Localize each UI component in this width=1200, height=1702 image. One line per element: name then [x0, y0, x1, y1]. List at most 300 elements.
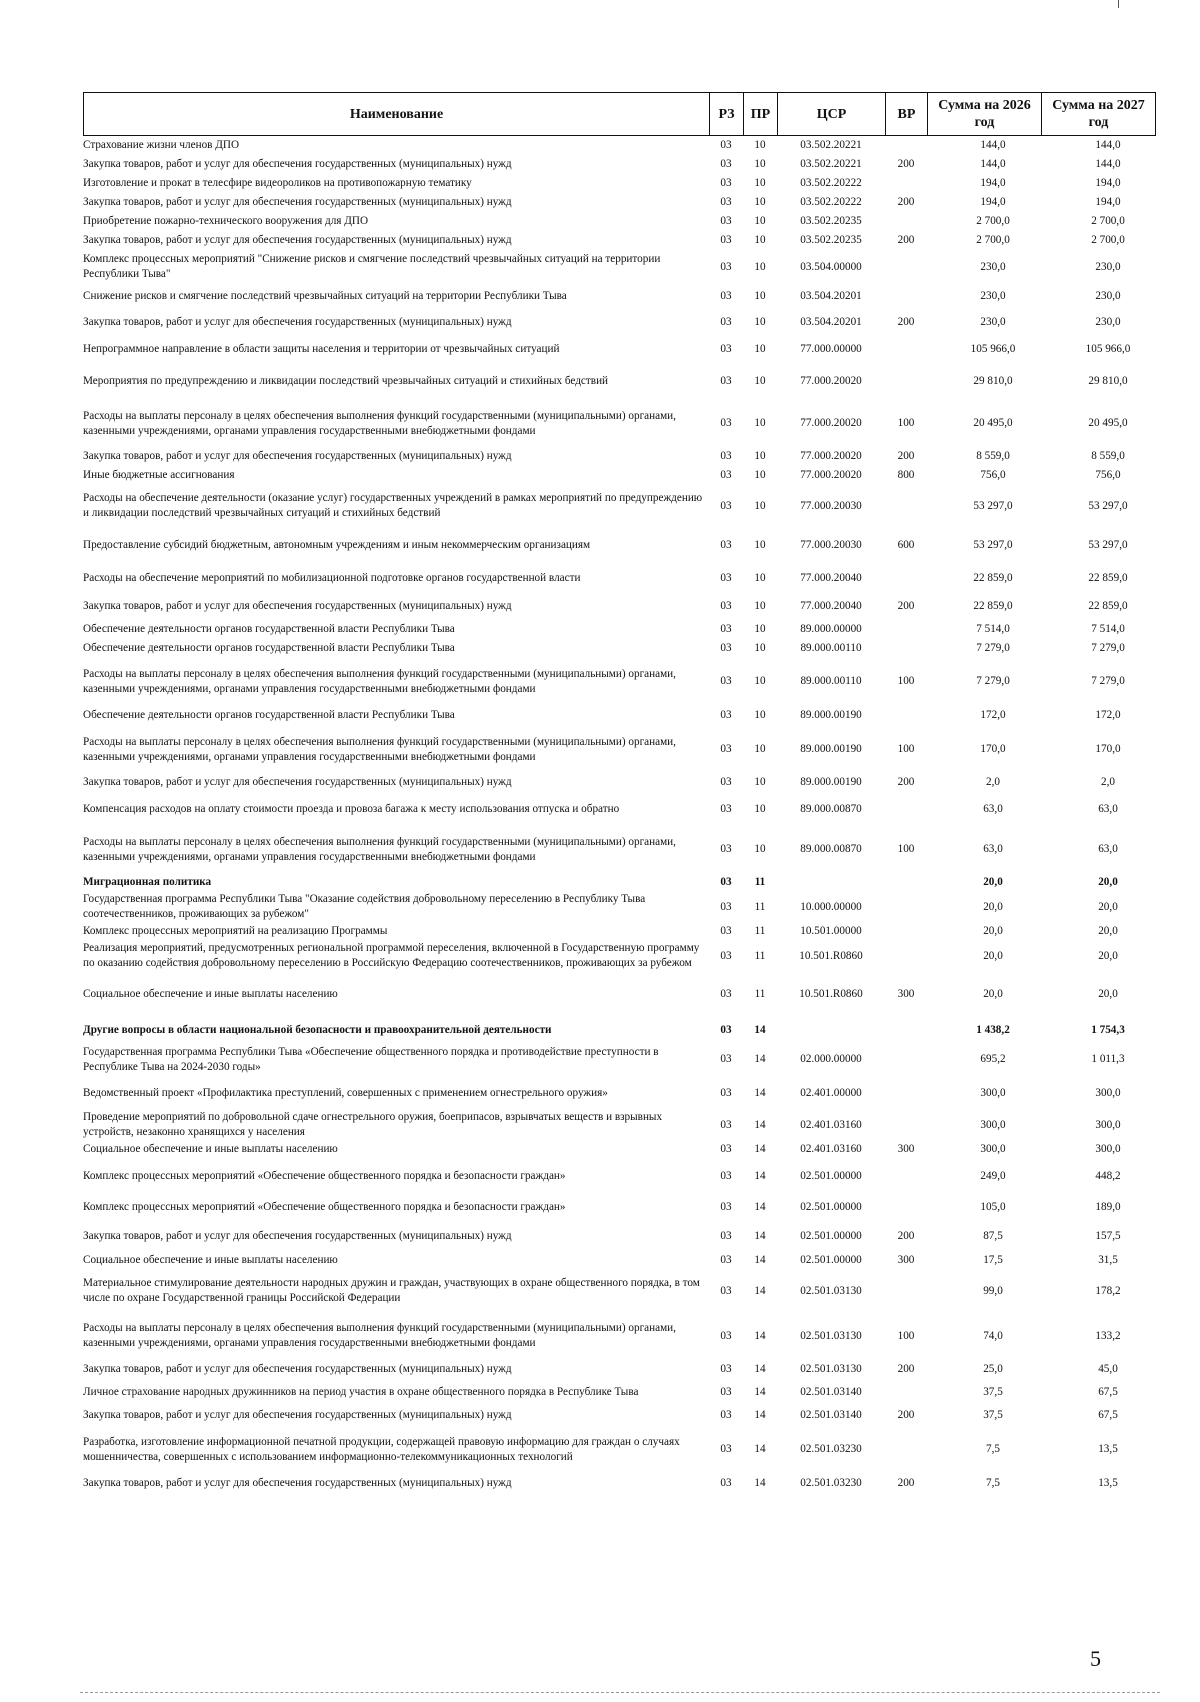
cell-csr: 03.504.20201 — [800, 290, 862, 302]
cell-sum-2027: 53 297,0 — [1088, 499, 1128, 512]
cell-csr: 02.000.00000 — [800, 1053, 862, 1065]
cell-vr: 100 — [897, 1329, 915, 1342]
cell-name: Закупка товаров, работ и услуг для обеспечения государственных (муниципальных) нужд — [83, 776, 512, 788]
table-row — [83, 527, 1155, 564]
table-row — [83, 1474, 1155, 1493]
cell-pr: 10 — [754, 469, 766, 481]
cell-name: Миграционная политика — [83, 876, 212, 888]
cell-sum-2026: 63,0 — [983, 843, 1003, 855]
cell-rz: 03 — [720, 499, 732, 512]
cell-pr: 10 — [754, 215, 766, 227]
cell-sum-2027: 22 859,0 — [1088, 600, 1128, 612]
cell-sum-2027: 448,2 — [1095, 1169, 1121, 1182]
cell-vr: 200 — [897, 1363, 915, 1375]
cell-sum-2027: 7 514,0 — [1091, 623, 1125, 635]
cell-vr — [885, 336, 927, 363]
cell-sum-2026: 20,0 — [983, 925, 1003, 937]
cell-rz: 03 — [720, 1329, 732, 1342]
cell-vr — [885, 1043, 927, 1076]
cell-name: Расходы на обеспечение мероприятий по мобилизационной подготовке органов государственной власти — [83, 572, 581, 584]
cell-vr: 300 — [897, 988, 915, 1000]
table-row — [83, 658, 1155, 705]
table-row — [83, 1251, 1155, 1270]
cell-vr: 200 — [897, 316, 915, 328]
cell-vr: 200 — [897, 776, 915, 788]
table-row — [83, 892, 1155, 922]
cell-vr: 600 — [897, 539, 915, 551]
cell-sum-2026: 7 279,0 — [976, 675, 1010, 687]
cell-rz: 03 — [720, 1477, 732, 1489]
cell-csr: 10.000.00000 — [800, 900, 862, 913]
cell-pr: 14 — [754, 1086, 766, 1099]
cell-name: Государственная программа Республики Тыва "Оказание содействия добровольному переселению в Республику Тыва соотечественников, проживающих за рубежом" — [83, 893, 646, 920]
cell-csr: 03.502.20222 — [800, 196, 862, 208]
cell-sum-2026: 53 297,0 — [973, 539, 1013, 551]
cell-name: Закупка товаров, работ и услуг для обеспечения государственных (муниципальных) нужд — [83, 1409, 512, 1421]
cell-sum-2027: 8 559,0 — [1091, 450, 1125, 462]
cell-vr — [885, 363, 927, 400]
cell-sum-2027: 300,0 — [1095, 1118, 1121, 1131]
cell-sum-2026: 17,5 — [983, 1254, 1003, 1266]
table-row — [83, 1379, 1155, 1406]
cell-csr: 10.501.R0860 — [799, 988, 863, 1000]
cell-sum-2026: 2 700,0 — [976, 234, 1010, 246]
cell-rz: 03 — [720, 925, 732, 937]
cell-name: Личное страхование народных дружинников на период участия в охране общественного порядка в Республике Тыва — [83, 1386, 639, 1398]
cell-vr: 800 — [897, 469, 915, 481]
cell-csr: 02.501.03230 — [800, 1443, 862, 1455]
cell-pr: 14 — [754, 1143, 766, 1155]
cell-csr: 03.502.20221 — [800, 158, 862, 170]
cell-rz: 03 — [720, 1086, 732, 1099]
cell-name: Снижение рисков и смягчение последствий чрезвычайных ситуаций на территории Республики Тыва — [83, 290, 567, 302]
cell-sum-2027: 194,0 — [1095, 196, 1121, 208]
cell-sum-2026: 300,0 — [980, 1143, 1006, 1155]
cell-sum-2026: 300,0 — [980, 1086, 1006, 1099]
cell-rz: 03 — [720, 1443, 732, 1455]
cell-rz: 03 — [720, 158, 732, 170]
cell-sum-2027: 67,5 — [1098, 1386, 1118, 1398]
table-row — [83, 922, 1155, 941]
cell-csr: 77.000.20040 — [800, 600, 862, 612]
cell-rz: 03 — [720, 469, 732, 481]
table-row — [83, 1193, 1155, 1222]
scan-mark — [1118, 0, 1119, 8]
cell-sum-2027: 189,0 — [1095, 1201, 1121, 1213]
cell-name: Приобретение пожарно-технического вооружения для ДПО — [83, 215, 369, 227]
cell-csr: 77.000.20030 — [800, 499, 862, 512]
cell-pr: 10 — [754, 802, 766, 815]
cell-vr — [885, 564, 927, 593]
cell-name: Социальное обеспечение и иные выплаты населению — [83, 1254, 338, 1266]
cell-name: Закупка товаров, работ и услуг для обеспечения государственных (муниципальных) нужд — [83, 1363, 512, 1375]
cell-rz: 03 — [720, 1386, 732, 1398]
header-rz: РЗ — [710, 93, 744, 136]
cell-vr — [885, 892, 927, 922]
cell-sum-2027: 2 700,0 — [1091, 234, 1125, 246]
cell-rz: 03 — [720, 234, 732, 246]
cell-csr: 03.502.20221 — [800, 139, 862, 151]
cell-pr: 10 — [754, 177, 766, 189]
table-row — [83, 447, 1155, 466]
cell-rz: 03 — [720, 843, 732, 855]
cell-vr: 200 — [897, 158, 915, 170]
cell-csr — [777, 873, 885, 892]
cell-pr: 10 — [754, 600, 766, 612]
cell-pr: 14 — [754, 1477, 766, 1489]
cell-csr: 02.501.03130 — [800, 1363, 862, 1375]
cell-sum-2026: 87,5 — [983, 1230, 1003, 1242]
cell-vr — [885, 1076, 927, 1110]
cell-pr: 10 — [754, 450, 766, 462]
cell-vr: 100 — [897, 417, 915, 429]
cell-sum-2026: 2,0 — [986, 776, 1000, 788]
cell-pr: 10 — [754, 234, 766, 246]
cell-sum-2027: 756,0 — [1095, 469, 1121, 481]
cell-sum-2026: 99,0 — [983, 1284, 1003, 1297]
cell-name: Государственная программа Республики Тыва «Обеспечение общественного порядка и противодействие преступности в Республике Тыва на 2024-2030 годы» — [83, 1045, 659, 1073]
cell-sum-2026: 37,5 — [983, 1409, 1003, 1421]
cell-name: Закупка товаров, работ и услуг для обеспечения государственных (муниципальных) нужд — [83, 158, 512, 170]
cell-sum-2026: 230,0 — [980, 260, 1006, 273]
cell-name: Закупка товаров, работ и услуг для обеспечения государственных (муниципальных) нужд — [83, 234, 512, 246]
header-csr: ЦСР — [778, 93, 886, 136]
cell-rz: 03 — [720, 139, 732, 151]
cell-pr: 10 — [754, 499, 766, 512]
cell-name: Разработка, изготовление информационной печатной продукции, содержащей правовую информацию для граждан о случаях мошенничества, совершенных с использованием информационно-телекоммуникационных технологий — [83, 1435, 680, 1463]
cell-pr: 11 — [754, 949, 766, 962]
cell-name: Социальное обеспечение и иные выплаты населению — [83, 988, 338, 1000]
cell-name: Расходы на выплаты персоналу в целях обеспечения выполнения функций государственными (муниципальными) органами, казенными учреждениями, органами управления государственными внебюджетными фондами — [83, 735, 676, 763]
table-row — [83, 1425, 1155, 1474]
cell-name: Комплекс процессных мероприятий на реализацию Программы — [83, 925, 388, 937]
cell-sum-2026: 22 859,0 — [973, 572, 1013, 584]
cell-pr: 10 — [754, 316, 766, 328]
cell-sum-2026: 230,0 — [980, 290, 1006, 302]
cell-sum-2027: 144,0 — [1095, 158, 1121, 170]
cell-sum-2026: 300,0 — [980, 1118, 1006, 1131]
cell-name: Предоставление субсидий бюджетным, автономным учреждениям и иным некоммерческим организациям — [83, 539, 591, 551]
cell-rz: 03 — [720, 600, 732, 612]
cell-csr: 02.501.00000 — [800, 1201, 862, 1213]
cell-pr: 10 — [754, 642, 766, 654]
table-row — [83, 284, 1155, 309]
cell-pr: 14 — [754, 1443, 766, 1455]
cell-csr: 02.501.00000 — [800, 1230, 862, 1242]
cell-pr: 10 — [754, 843, 766, 855]
cell-vr — [885, 1193, 927, 1222]
table-row — [83, 212, 1155, 231]
table-row — [83, 773, 1155, 792]
cell-sum-2026: 37,5 — [983, 1386, 1003, 1398]
cell-name: Комплекс процессных мероприятий «Обеспечение общественного порядка и безопасности граждан» — [83, 1169, 566, 1182]
header-pr: ПР — [744, 93, 778, 136]
cell-rz: 03 — [720, 1409, 732, 1421]
cell-sum-2026: 63,0 — [983, 802, 1003, 815]
cell-sum-2027: 20,0 — [1098, 876, 1118, 888]
cell-name: Ведомственный проект «Профилактика преступлений, совершенных с применением огнестрельного оружия» — [83, 1086, 608, 1099]
cell-sum-2027: 29 810,0 — [1088, 375, 1128, 387]
cell-rz: 03 — [720, 776, 732, 788]
cell-sum-2027: 300,0 — [1095, 1086, 1121, 1099]
table-row — [83, 971, 1155, 1018]
cell-sum-2027: 133,2 — [1095, 1329, 1121, 1342]
cell-rz: 03 — [720, 290, 732, 302]
cell-pr: 10 — [754, 709, 766, 721]
cell-pr: 10 — [754, 539, 766, 551]
cell-name: Непрограммное направление в области защиты населения и территории от чрезвычайных ситуаций — [83, 343, 560, 355]
cell-rz: 03 — [720, 1230, 732, 1242]
cell-rz: 03 — [720, 375, 732, 387]
cell-pr: 14 — [754, 1169, 766, 1182]
cell-sum-2026: 7 279,0 — [976, 642, 1010, 654]
header-sum-2027: Сумма на 2027 год — [1042, 93, 1156, 136]
table-row — [83, 620, 1155, 639]
table-row — [83, 155, 1155, 174]
cell-name: Расходы на выплаты персоналу в целях обеспечения выполнения функций государственными (муниципальными) органами, казенными учреждениями, органами управления государственными внебюджетными фондами — [83, 1322, 676, 1349]
table-header — [83, 92, 1156, 136]
cell-sum-2027: 53 297,0 — [1088, 539, 1128, 551]
cell-sum-2027: 230,0 — [1095, 260, 1121, 273]
cell-pr: 10 — [754, 290, 766, 302]
cell-csr: 89.000.00190 — [800, 709, 862, 721]
cell-sum-2026: 20,0 — [983, 949, 1003, 962]
cell-sum-2027: 1 011,3 — [1091, 1053, 1125, 1065]
cell-sum-2027: 45,0 — [1098, 1363, 1118, 1375]
cell-sum-2026: 20,0 — [983, 876, 1003, 888]
table-row — [83, 231, 1155, 250]
cell-pr: 11 — [754, 900, 766, 913]
cell-pr: 14 — [754, 1329, 766, 1342]
cell-pr: 14 — [754, 1230, 766, 1242]
cell-csr: 02.401.03160 — [800, 1143, 862, 1155]
table-row — [83, 1076, 1155, 1110]
cell-sum-2027: 194,0 — [1095, 177, 1121, 189]
cell-vr — [885, 941, 927, 971]
cell-name: Расходы на обеспечение деятельности (оказание услуг) государственных учреждений в рамках мероприятий по предупреждению и ликвидации последствий чрезвычайных ситуаций и стихийных бедствий — [83, 492, 703, 519]
cell-name: Закупка товаров, работ и услуг для обеспечения государственных (муниципальных) нужд — [83, 1230, 512, 1242]
table-row — [83, 363, 1155, 400]
cell-csr: 02.501.03140 — [800, 1386, 862, 1398]
cell-vr — [885, 620, 927, 639]
cell-csr: 77.000.20040 — [800, 572, 862, 584]
cell-vr: 200 — [897, 450, 915, 462]
table-row — [83, 705, 1155, 726]
cell-csr: 02.501.00000 — [800, 1254, 862, 1266]
cell-vr — [885, 1110, 927, 1140]
cell-csr: 03.502.20235 — [800, 234, 862, 246]
cell-sum-2026: 105,0 — [980, 1201, 1006, 1213]
cell-csr: 02.501.03130 — [800, 1284, 862, 1297]
cell-rz: 03 — [720, 988, 732, 1000]
cell-csr: 03.504.00000 — [800, 260, 862, 273]
cell-sum-2027: 2 700,0 — [1091, 215, 1125, 227]
cell-csr: 89.000.00190 — [800, 776, 862, 788]
cell-csr: 89.000.00870 — [800, 802, 862, 815]
cell-csr: 03.504.20201 — [800, 316, 862, 328]
cell-csr: 77.000.20020 — [800, 450, 862, 462]
cell-rz: 03 — [720, 215, 732, 227]
cell-csr: 10.501.R0860 — [799, 949, 863, 962]
cell-pr: 10 — [754, 139, 766, 151]
cell-sum-2027: 170,0 — [1095, 743, 1121, 755]
cell-csr: 02.401.03160 — [800, 1118, 862, 1131]
cell-rz: 03 — [720, 1143, 732, 1155]
cell-name: Реализация мероприятий, предусмотренных региональной программой переселения, включенной в Государственную программу по оказанию содействия добровольному переселению в Российскую Федерацию соотечественников, проживающих за рубежом — [83, 942, 700, 969]
cell-rz: 03 — [720, 675, 732, 687]
cell-rz: 03 — [720, 743, 732, 755]
cell-rz: 03 — [720, 949, 732, 962]
cell-sum-2026: 170,0 — [980, 743, 1006, 755]
cell-vr — [885, 705, 927, 726]
cell-pr: 14 — [754, 1284, 766, 1297]
cell-name: Иные бюджетные ассигнования — [83, 469, 235, 481]
cell-sum-2026: 230,0 — [980, 316, 1006, 328]
cell-sum-2026: 53 297,0 — [973, 499, 1013, 512]
cell-rz: 03 — [720, 876, 732, 888]
cell-sum-2027: 67,5 — [1098, 1409, 1118, 1421]
table-row — [83, 336, 1155, 363]
cell-rz: 03 — [720, 623, 732, 635]
table-row — [83, 1140, 1155, 1159]
cell-sum-2026: 194,0 — [980, 177, 1006, 189]
cell-sum-2026: 695,2 — [980, 1053, 1006, 1065]
table-row — [83, 639, 1155, 658]
cell-rz: 03 — [720, 1363, 732, 1375]
cell-pr: 14 — [754, 1254, 766, 1266]
cell-name: Другие вопросы в области национальной безопасности и правоохранительной деятельности — [83, 1024, 552, 1036]
table-row — [83, 1406, 1155, 1425]
cell-pr: 11 — [754, 988, 766, 1000]
cell-pr: 10 — [754, 375, 766, 387]
cell-vr — [885, 1270, 927, 1312]
cell-name: Закупка товаров, работ и услуг для обеспечения государственных (муниципальных) нужд — [83, 600, 512, 612]
cell-name: Закупка товаров, работ и услуг для обеспечения государственных (муниципальных) нужд — [83, 196, 512, 208]
header-vr: ВР — [886, 93, 928, 136]
cell-sum-2026: 105 966,0 — [970, 343, 1016, 355]
cell-csr: 89.000.00190 — [800, 743, 862, 755]
cell-csr: 89.000.00870 — [800, 843, 862, 855]
cell-sum-2026: 194,0 — [980, 196, 1006, 208]
cell-rz: 03 — [720, 1201, 732, 1213]
cell-vr: 100 — [897, 843, 915, 855]
cell-pr: 14 — [754, 1053, 766, 1065]
cell-sum-2027: 63,0 — [1098, 843, 1118, 855]
table-row — [83, 564, 1155, 593]
cell-sum-2026: 172,0 — [980, 709, 1006, 721]
cell-rz: 03 — [720, 1118, 732, 1131]
cell-name: Закупка товаров, работ и услуг для обеспечения государственных (муниципальных) нужд — [83, 450, 512, 462]
cell-sum-2026: 249,0 — [980, 1169, 1006, 1182]
table-row — [83, 400, 1155, 447]
cell-vr — [885, 639, 927, 658]
cell-rz: 03 — [720, 1284, 732, 1297]
cell-name: Компенсация расходов на оплату стоимости проезда и провоза багажа к месту использования отпуска и обратно — [83, 802, 620, 815]
cell-vr — [885, 485, 927, 527]
table-row — [83, 250, 1155, 284]
cell-sum-2026: 20 495,0 — [973, 417, 1013, 429]
table-row — [83, 826, 1155, 873]
cell-sum-2026: 144,0 — [980, 158, 1006, 170]
cell-csr: 02.401.00000 — [800, 1086, 862, 1099]
cell-sum-2027: 22 859,0 — [1088, 572, 1128, 584]
table-row — [83, 593, 1155, 620]
table-row — [83, 1043, 1155, 1076]
cell-sum-2027: 7 279,0 — [1091, 675, 1125, 687]
cell-csr: 77.000.20020 — [800, 417, 862, 429]
cell-csr: 89.000.00000 — [800, 623, 862, 635]
cell-vr — [885, 873, 927, 892]
table-row — [83, 174, 1155, 193]
cell-csr: 77.000.20020 — [800, 375, 862, 387]
cell-pr: 14 — [754, 1363, 766, 1375]
cell-sum-2027: 20,0 — [1098, 988, 1118, 1000]
cell-rz: 03 — [720, 900, 732, 913]
page-number: 5 — [1090, 1646, 1101, 1671]
cell-pr: 11 — [754, 876, 766, 888]
cell-sum-2027: 105 966,0 — [1085, 343, 1131, 355]
cell-sum-2027: 7 279,0 — [1091, 642, 1125, 654]
cell-sum-2027: 20,0 — [1098, 949, 1118, 962]
cell-sum-2027: 20,0 — [1098, 925, 1118, 937]
table-row — [83, 941, 1155, 971]
cell-name: Расходы на выплаты персоналу в целях обеспечения выполнения функций государственными (муниципальными) органами, казенными учреждениями, органами управления государственными внебюджетными фондами — [83, 667, 676, 695]
cell-name: Изготовление и прокат в телесфире видеороликов на противопожарную тематику — [83, 177, 472, 189]
cell-csr: 03.502.20235 — [800, 215, 862, 227]
table-row — [83, 1159, 1155, 1193]
cell-pr: 14 — [754, 1024, 766, 1036]
cell-rz: 03 — [720, 1169, 732, 1182]
cell-vr: 300 — [897, 1254, 915, 1266]
budget-table — [83, 92, 1155, 1493]
cell-sum-2026: 7,5 — [986, 1477, 1000, 1489]
cell-pr: 14 — [754, 1201, 766, 1213]
header-sum-2026: Сумма на 2026 год — [928, 93, 1042, 136]
cell-sum-2027: 20,0 — [1098, 900, 1118, 913]
cell-rz: 03 — [720, 1254, 732, 1266]
cell-sum-2027: 230,0 — [1095, 316, 1121, 328]
cell-sum-2027: 178,2 — [1095, 1284, 1121, 1297]
cell-pr: 11 — [754, 925, 766, 937]
cell-name: Комплекс процессных мероприятий «Обеспечение общественного порядка и безопасности граждан» — [83, 1201, 566, 1213]
cell-rz: 03 — [720, 196, 732, 208]
cell-rz: 03 — [720, 539, 732, 551]
cell-name: Закупка товаров, работ и услуг для обеспечения государственных (муниципальных) нужд — [83, 316, 512, 328]
table-row — [83, 792, 1155, 826]
cell-csr: 89.000.00110 — [800, 642, 862, 654]
cell-csr: 10.501.00000 — [800, 925, 862, 937]
cell-csr: 02.501.03130 — [800, 1329, 862, 1342]
table-row — [83, 1270, 1155, 1312]
cell-rz: 03 — [720, 417, 732, 429]
cell-csr: 77.000.20030 — [800, 539, 862, 551]
cell-rz: 03 — [720, 1053, 732, 1065]
cell-vr — [885, 174, 927, 193]
cell-pr: 10 — [754, 158, 766, 170]
cell-csr: 89.000.00110 — [800, 675, 862, 687]
cell-sum-2026: 20,0 — [983, 900, 1003, 913]
cell-name: Материальное стимулирование деятельности народных дружин и граждан, участвующих в охране общественного порядка, в том числе по охране Государственной границы Российской Федерации — [83, 1277, 700, 1304]
cell-name: Обеспечение деятельности органов государственной власти Республики Тыва — [83, 709, 455, 721]
cell-rz: 03 — [720, 316, 732, 328]
table-row — [83, 309, 1155, 336]
cell-pr: 10 — [754, 343, 766, 355]
cell-pr: 10 — [754, 572, 766, 584]
cell-sum-2027: 13,5 — [1098, 1443, 1118, 1455]
cell-name: Расходы на выплаты персоналу в целях обеспечения выполнения функций государственными (муниципальными) органами, казенными учреждениями, органами управления государственными внебюджетными фондами — [83, 409, 676, 437]
cell-name: Обеспечение деятельности органов государственной власти Республики Тыва — [83, 642, 455, 654]
cell-sum-2026: 2 700,0 — [976, 215, 1010, 227]
